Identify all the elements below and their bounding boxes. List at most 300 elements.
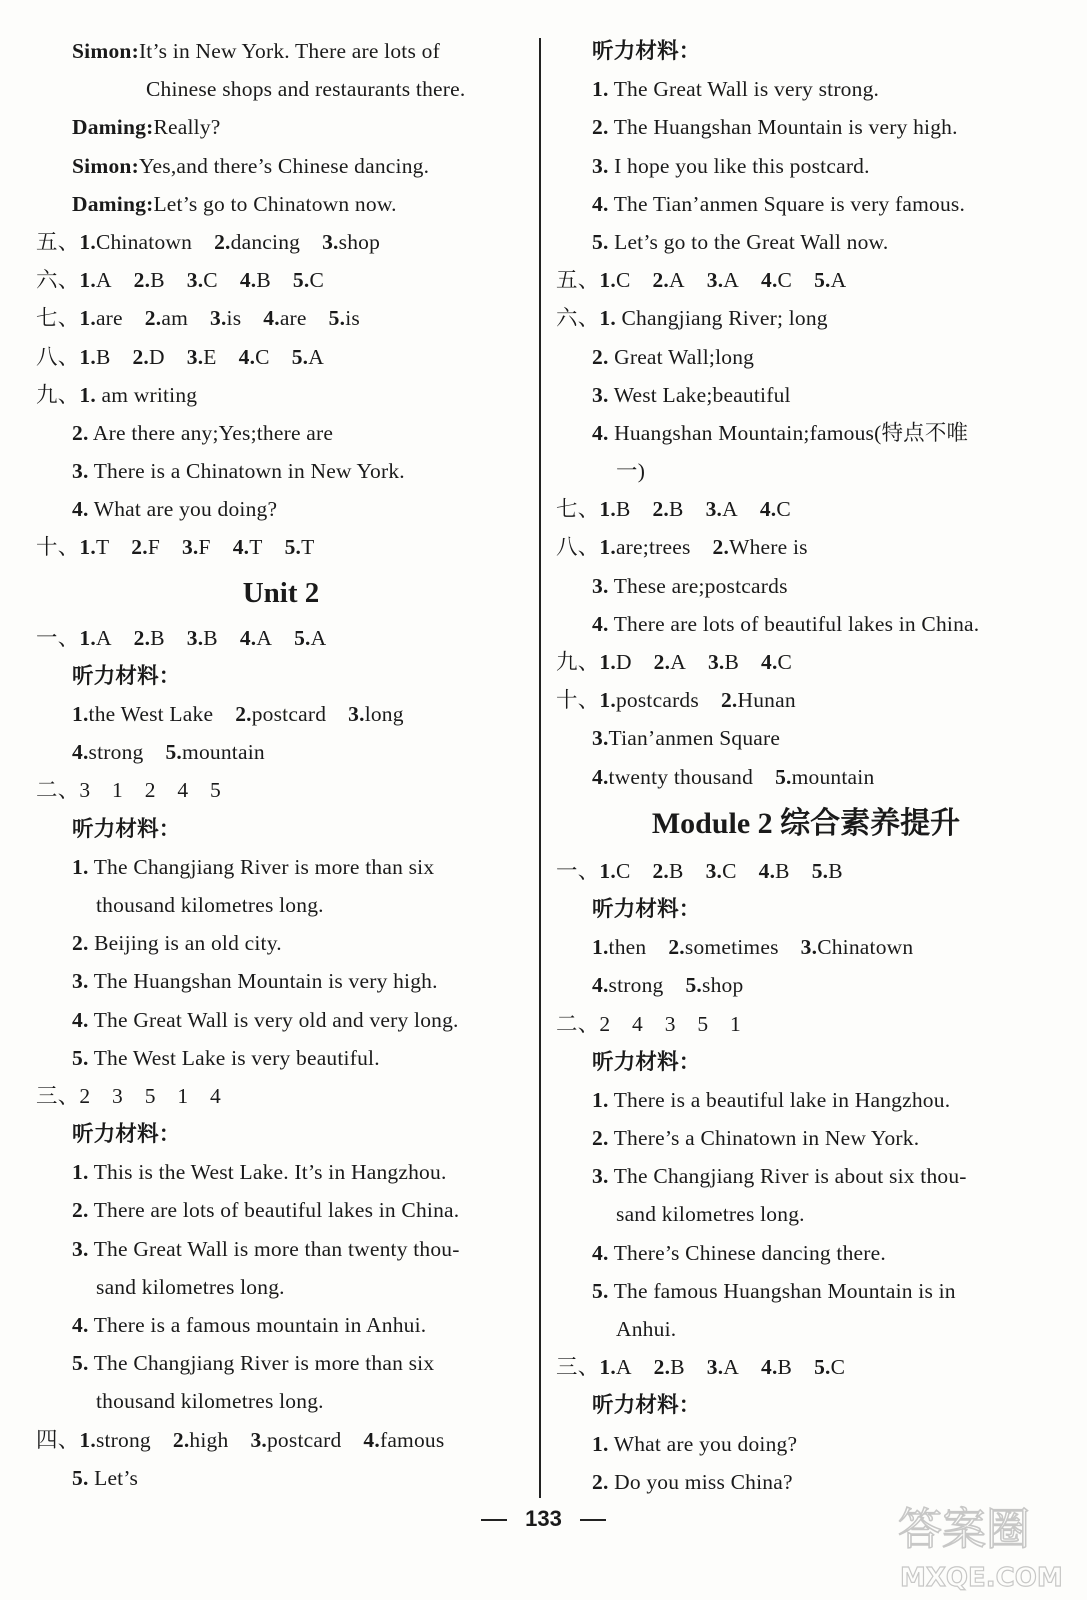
listening-sentence [36, 1039, 526, 1077]
module-answer-row-3 [556, 1348, 1056, 1386]
watermark-logo [888, 1490, 1068, 1594]
answer-text: A [256, 625, 273, 650]
answer-text: high [189, 1427, 229, 1452]
answer-number: 4. [759, 497, 777, 522]
listening-number: 2. [72, 1198, 89, 1223]
order-sequence: 2 3 5 1 4 [79, 1083, 221, 1108]
listening-row [36, 695, 526, 733]
answer-number: 4. [363, 1427, 380, 1452]
dialog-colon: : [146, 191, 154, 216]
answer-number: 4. [239, 268, 257, 293]
listening-number: 1. [592, 77, 609, 102]
listening-text: There’s Chinese dancing there. [608, 1240, 886, 1265]
answer-text: are [95, 306, 123, 331]
answer-number: 1. [79, 268, 96, 293]
answer-row-6 [556, 414, 1056, 452]
answer-row-10 [556, 681, 1056, 719]
answer-number: 3. [210, 306, 227, 331]
listening-number: 4. [72, 1007, 89, 1032]
listening-text: The Great Wall is very old and very long. [88, 1007, 459, 1032]
answer-text: C [309, 268, 324, 293]
answer-text: is [226, 306, 242, 331]
listening-item-text: the West Lake [88, 702, 214, 726]
listening-number: 5. [72, 1045, 89, 1070]
answer-text: A [95, 625, 112, 650]
answer-text: A [722, 497, 738, 522]
listening-item-number: 4. [592, 973, 609, 998]
answer-text: B [828, 858, 843, 883]
dialog-line [36, 32, 526, 70]
answer-number: 1. [599, 268, 616, 293]
listening-text: The Great Wall is more than twenty thou- [88, 1236, 460, 1261]
listening-number: 3. [72, 1236, 89, 1261]
answer-text: B [670, 1355, 685, 1380]
answer-number: 1. [79, 382, 96, 407]
listening-text-continued: thousand kilometres long. [96, 1389, 324, 1414]
listening-sentence [36, 1153, 526, 1191]
listening-sentence [556, 147, 1056, 185]
answer-number: 5. [284, 535, 302, 560]
answer-text: B [95, 344, 111, 369]
answer-number: 2. [133, 625, 151, 650]
listening-text: What are you doing? [608, 1431, 798, 1456]
listening-number: 4. [592, 191, 609, 216]
answer-row-6 [556, 338, 1056, 376]
dialog-speaker: Daming [72, 191, 147, 216]
listening-item-text: strong [88, 740, 144, 765]
answer-text: postcards [615, 688, 699, 713]
answer-number: 1. [599, 650, 616, 674]
section-number: 六、 [36, 268, 80, 293]
answer-number: 2. [214, 229, 231, 254]
listening-text-continued: sand kilometres long. [616, 1202, 805, 1227]
listening-text: The Huangshan Mountain is very high. [608, 115, 958, 140]
answer-text: B [256, 268, 271, 293]
listening-sentence-wrap [36, 1382, 526, 1420]
listening-text-continued: thousand kilometres long. [96, 892, 324, 917]
section-number: 十、 [36, 535, 80, 560]
answer-number: 3. [186, 344, 204, 369]
listening-row [36, 733, 526, 771]
answer-number: 1. [599, 535, 616, 560]
listening-sentence [556, 70, 1056, 108]
listening-text: There are lots of beautiful lakes in China. [88, 1198, 460, 1223]
listening-item-number: 4. [72, 740, 89, 765]
section-number: 二、 [36, 778, 80, 803]
answer-text: A [310, 625, 327, 650]
listening-label-text: 听力材料： [72, 1122, 181, 1147]
answer-text: D [615, 650, 632, 674]
answer-number: 2. [653, 650, 671, 674]
listening-number: 5. [592, 1278, 609, 1303]
dialog-line [36, 108, 526, 146]
answer-row-8 [556, 567, 1056, 605]
listening-material-label [36, 1115, 526, 1153]
answer-row-9 [36, 376, 526, 414]
answer-text: B [150, 625, 165, 650]
dialog-continuation [36, 70, 526, 108]
unit2-answer-row-4 [36, 1421, 526, 1459]
order-sequence: 2 4 3 5 1 [599, 1011, 741, 1036]
dialog-line [36, 147, 526, 185]
listening-material-label [556, 32, 1056, 70]
listening-sentence [556, 1425, 1056, 1463]
answer-number: 1. [79, 306, 96, 331]
dialog-text: Really? [153, 115, 221, 140]
listening-label-text: 听力材料： [592, 39, 701, 63]
answer-text: C [830, 1355, 846, 1380]
module-2-heading: Module 2 综合素养提升 [651, 806, 961, 840]
listening-sentence [556, 1081, 1056, 1119]
listening-number: 3. [72, 969, 89, 994]
answer-number: 1. [79, 535, 96, 560]
answer-number: 2. [72, 420, 89, 445]
answer-number: 4. [761, 650, 778, 674]
listening-item-text: Chinatown [817, 935, 914, 960]
answer-text: A [95, 268, 112, 293]
answer-text: shop [338, 229, 381, 254]
answer-text: Chinatown [95, 229, 193, 254]
dialog-colon: : [146, 115, 154, 140]
listening-label-text: 听力材料： [72, 663, 181, 688]
listening-number: 4. [72, 1313, 89, 1337]
listening-text: The West Lake is very beautiful. [88, 1045, 380, 1070]
listening-sentence-wrap [556, 1310, 1056, 1348]
listening-sentence [556, 1234, 1056, 1272]
answer-text: Tian’anmen Square [608, 726, 781, 751]
answer-row-6-wrap [556, 452, 1056, 490]
answer-text: Changjiang River; long [615, 306, 828, 331]
answer-text: These are;postcards [608, 573, 788, 598]
dialog-text: It’s in New York. There are lots of [138, 39, 440, 63]
answer-text: T [95, 535, 110, 560]
answer-row-8 [36, 338, 526, 376]
answer-text: F [198, 535, 211, 560]
answer-number: 4. [232, 535, 250, 560]
dialog-colon: : [131, 153, 139, 178]
listening-sentence-wrap [36, 1268, 526, 1306]
answer-number: 1. [599, 688, 616, 713]
answer-number: 5. [292, 268, 310, 293]
listening-sentence [556, 223, 1056, 261]
right-column [556, 32, 1056, 1501]
answer-row-5 [556, 261, 1056, 299]
left-column [36, 32, 526, 1497]
listening-item-number: 5. [685, 973, 703, 998]
answer-text: A [615, 1355, 632, 1380]
answer-text: D [149, 344, 165, 369]
listening-number: 4. [592, 1240, 609, 1265]
answer-text: postcard [266, 1427, 342, 1452]
answer-text: T [301, 535, 315, 560]
answer-number: 2. [652, 268, 670, 293]
answer-number: 2. [652, 858, 670, 883]
listening-sentence [36, 1230, 526, 1268]
answer-number: 4. [761, 1355, 778, 1380]
answer-row-10 [36, 528, 526, 566]
answer-text: Hunan [737, 688, 796, 713]
unit2-answer-row-1 [36, 619, 526, 657]
answer-text: E [203, 344, 217, 369]
listening-text: Beijing is an old city. [88, 931, 282, 956]
answer-number: 2. [653, 1355, 671, 1380]
answer-row-6 [556, 376, 1056, 414]
listening-number: 2. [592, 1126, 609, 1151]
answer-text: What are you doing? [88, 497, 278, 522]
answer-number: 1. [599, 858, 616, 883]
answer-number: 4. [239, 625, 257, 650]
listening-label-text: 听力材料： [72, 816, 181, 841]
answer-number: 1. [79, 229, 96, 254]
answer-number: 3. [705, 497, 723, 522]
dialog-text: Chinese shops and restaurants there. [146, 77, 466, 102]
listening-sentence-wrap [556, 1195, 1056, 1233]
answer-number: 2. [720, 688, 738, 713]
answer-number: 5. [294, 625, 311, 650]
section-number: 一、 [556, 858, 600, 883]
section-number: 五、 [36, 229, 80, 254]
answer-number: 5. [814, 268, 831, 293]
listening-item-text: shop [702, 973, 744, 998]
listening-item-number: 3. [348, 702, 365, 726]
answer-number: 4. [263, 306, 280, 331]
answer-row-10 [556, 719, 1056, 757]
answer-number: 2. [132, 344, 150, 369]
listening-text: There is a beautiful lake in Hangzhou. [608, 1087, 951, 1112]
answer-text: famous [379, 1427, 445, 1452]
answer-text: T [249, 535, 263, 560]
listening-item-text: strong [608, 973, 664, 998]
listening-item-text: sometimes [684, 935, 779, 960]
footer-dash-left [481, 1519, 507, 1521]
listening-label-text: 听力材料： [592, 1049, 701, 1074]
answer-text: B [777, 1355, 793, 1380]
answer-number: 1. [599, 306, 616, 331]
answer-number: 3. [592, 726, 609, 751]
answer-number: 5. [814, 1355, 831, 1380]
answer-number: 1. [79, 1427, 96, 1452]
listening-sentence [556, 1272, 1056, 1310]
listening-text: Do you miss China? [608, 1469, 793, 1494]
listening-sentence [556, 1157, 1056, 1195]
dialog-text: Yes,and there’s Chinese dancing. [138, 153, 430, 178]
answer-text: C [722, 858, 737, 883]
section-number: 四、 [36, 1427, 80, 1452]
listening-text: The famous Huangshan Mountain is in [608, 1278, 956, 1303]
section-number: 一、 [36, 625, 80, 650]
listening-text: The Huangshan Mountain is very high. [88, 969, 438, 994]
listening-sentence [36, 1001, 526, 1039]
watermark-site-text: MXQE.COM [900, 1563, 1063, 1593]
answer-text: B [775, 858, 790, 883]
answer-text: C [615, 268, 631, 293]
answer-text: am writing [95, 382, 198, 407]
order-answer [556, 1005, 1056, 1043]
order-answer [36, 771, 526, 809]
answer-number: 2. [131, 535, 148, 560]
answer-text: mountain [791, 764, 875, 789]
watermark-logo-text: 答案圈 [898, 1504, 1030, 1555]
answer-row-8 [556, 605, 1056, 643]
listening-text: There is a famous mountain in Anhui. [88, 1313, 427, 1337]
listening-item-text: then [608, 935, 647, 960]
listening-number: 5. [72, 1351, 89, 1376]
answer-number: 3. [592, 382, 609, 407]
answer-text: Huangshan Mountain;famous(特点不唯 [608, 420, 969, 445]
answer-row-5 [36, 223, 526, 261]
answer-number: 2. [133, 268, 151, 293]
answer-text: B [669, 858, 684, 883]
answer-number: 1. [599, 1355, 616, 1380]
listening-text: The Great Wall is very strong. [608, 77, 880, 102]
answer-text: A [308, 344, 324, 369]
answer-text: dancing [230, 229, 301, 254]
listening-item-number: 2. [235, 702, 252, 726]
listening-sentence [36, 1191, 526, 1229]
answer-row-9 [36, 490, 526, 528]
dialog-speaker: Daming [72, 115, 147, 140]
answer-text: A [723, 1355, 740, 1380]
answer-text: Are there any;Yes;there are [88, 420, 334, 445]
listening-material-label [556, 890, 1056, 928]
listening-sentence [36, 848, 526, 886]
answer-number: 4. [592, 764, 609, 789]
answer-text: B [150, 268, 165, 293]
listening-text: The Tian’anmen Square is very famous. [608, 191, 966, 216]
answer-text: twenty thousand [608, 764, 754, 789]
answer-text: A [723, 268, 740, 293]
answer-row-8 [556, 528, 1056, 566]
order-sequence: 3 1 2 4 5 [79, 778, 221, 803]
answer-row-9 [36, 414, 526, 452]
unit-2-heading: Unit 2 [242, 576, 320, 609]
listening-text: Let’s go to the Great Wall now. [608, 229, 889, 254]
answer-text: C [255, 344, 270, 369]
answer-text: B [669, 497, 684, 522]
listening-item-number: 5. [165, 740, 183, 765]
answer-text: F [147, 535, 160, 560]
listening-text: The Changjiang River is more than six [88, 1351, 435, 1376]
unit2-answer-row-4-extra [36, 1459, 526, 1497]
listening-item-number: 1. [592, 935, 609, 960]
answer-number: 2. [144, 306, 162, 331]
listening-label-text: 听力材料： [592, 1393, 701, 1418]
answer-text: are;trees [615, 535, 691, 560]
section-number: 九、 [556, 650, 600, 674]
listening-sentence [36, 1344, 526, 1382]
listening-item-text: mountain [182, 740, 265, 765]
answer-row-9 [556, 643, 1056, 681]
answer-row-6 [556, 299, 1056, 337]
answer-text: C [776, 497, 791, 522]
answer-text: C [203, 268, 218, 293]
module-answer-row-1 [556, 852, 1056, 890]
answer-text: C [615, 858, 631, 883]
listening-number: 1. [592, 1087, 609, 1112]
answer-number: 3. [706, 1355, 724, 1380]
answer-number: 3. [72, 459, 89, 484]
listening-text: There’s a Chinatown in New York. [608, 1126, 920, 1151]
answer-row-9 [36, 452, 526, 490]
listening-row [556, 928, 1056, 966]
answer-text: Great Wall;long [608, 344, 755, 369]
answer-number: 4. [761, 268, 778, 293]
answer-text: There are lots of beautiful lakes in China. [608, 611, 980, 636]
answer-number: 4. [72, 497, 89, 522]
listening-row [556, 966, 1056, 1004]
answer-number: 1. [79, 625, 96, 650]
answer-number: 2. [592, 344, 609, 369]
answer-number: 2. [172, 1427, 190, 1452]
answer-text: B [203, 625, 218, 650]
answer-number: 3. [707, 650, 725, 674]
answer-number: 3. [186, 625, 204, 650]
answer-number: 3. [706, 268, 724, 293]
listening-number: 1. [72, 1160, 89, 1185]
answer-text: is [345, 306, 360, 331]
answer-text: C [777, 268, 793, 293]
answer-number: 5. [775, 764, 792, 789]
dialog-speaker: Simon [72, 153, 132, 178]
answer-number: 5. [72, 1465, 89, 1490]
listening-text: The Changjiang River is more than six [88, 854, 435, 879]
listening-sentence [556, 185, 1056, 223]
listening-label-text: 听力材料： [592, 896, 701, 921]
listening-material-label [556, 1386, 1056, 1424]
section-number: 五、 [556, 268, 600, 293]
dialog-line [36, 185, 526, 223]
answer-text: A [830, 268, 847, 293]
answer-row-7 [556, 490, 1056, 528]
answer-text: are [279, 306, 307, 331]
listening-text: I hope you like this postcard. [608, 153, 870, 178]
listening-material-label [36, 657, 526, 695]
answer-text: B [615, 497, 631, 522]
answer-row-6 [36, 261, 526, 299]
section-number: 十、 [556, 688, 600, 713]
listening-material-label [556, 1043, 1056, 1081]
section-number: 三、 [36, 1083, 80, 1108]
listening-text-continued: Anhui. [616, 1317, 677, 1341]
section-number: 七、 [556, 497, 600, 522]
listening-sentence-wrap [36, 886, 526, 924]
listening-number: 3. [592, 153, 609, 178]
listening-number: 1. [592, 1431, 609, 1456]
answer-number: 5. [291, 344, 309, 369]
answer-number: 4. [758, 858, 776, 883]
listening-sentence [36, 1306, 526, 1344]
answer-number: 2. [712, 535, 730, 560]
answer-number: 3. [322, 229, 339, 254]
section-number: 三、 [556, 1355, 600, 1380]
answer-text: A [669, 268, 685, 293]
dialog-colon: : [131, 39, 139, 63]
listening-material-label [36, 810, 526, 848]
answer-number: 4. [592, 420, 609, 445]
listening-item-text: postcard [251, 702, 327, 726]
listening-item-number: 1. [72, 702, 89, 726]
answer-text: strong [95, 1427, 151, 1452]
answer-text: West Lake;beautiful [608, 382, 791, 407]
answer-number: 1. [599, 497, 616, 522]
answer-number: 3. [592, 573, 609, 598]
section-number: 八、 [36, 344, 80, 369]
answer-text: C [777, 650, 793, 674]
answer-number: 3. [250, 1427, 267, 1452]
answer-number: 4. [238, 344, 256, 369]
listening-number: 1. [72, 854, 89, 879]
page-number: 133 [525, 1506, 562, 1531]
